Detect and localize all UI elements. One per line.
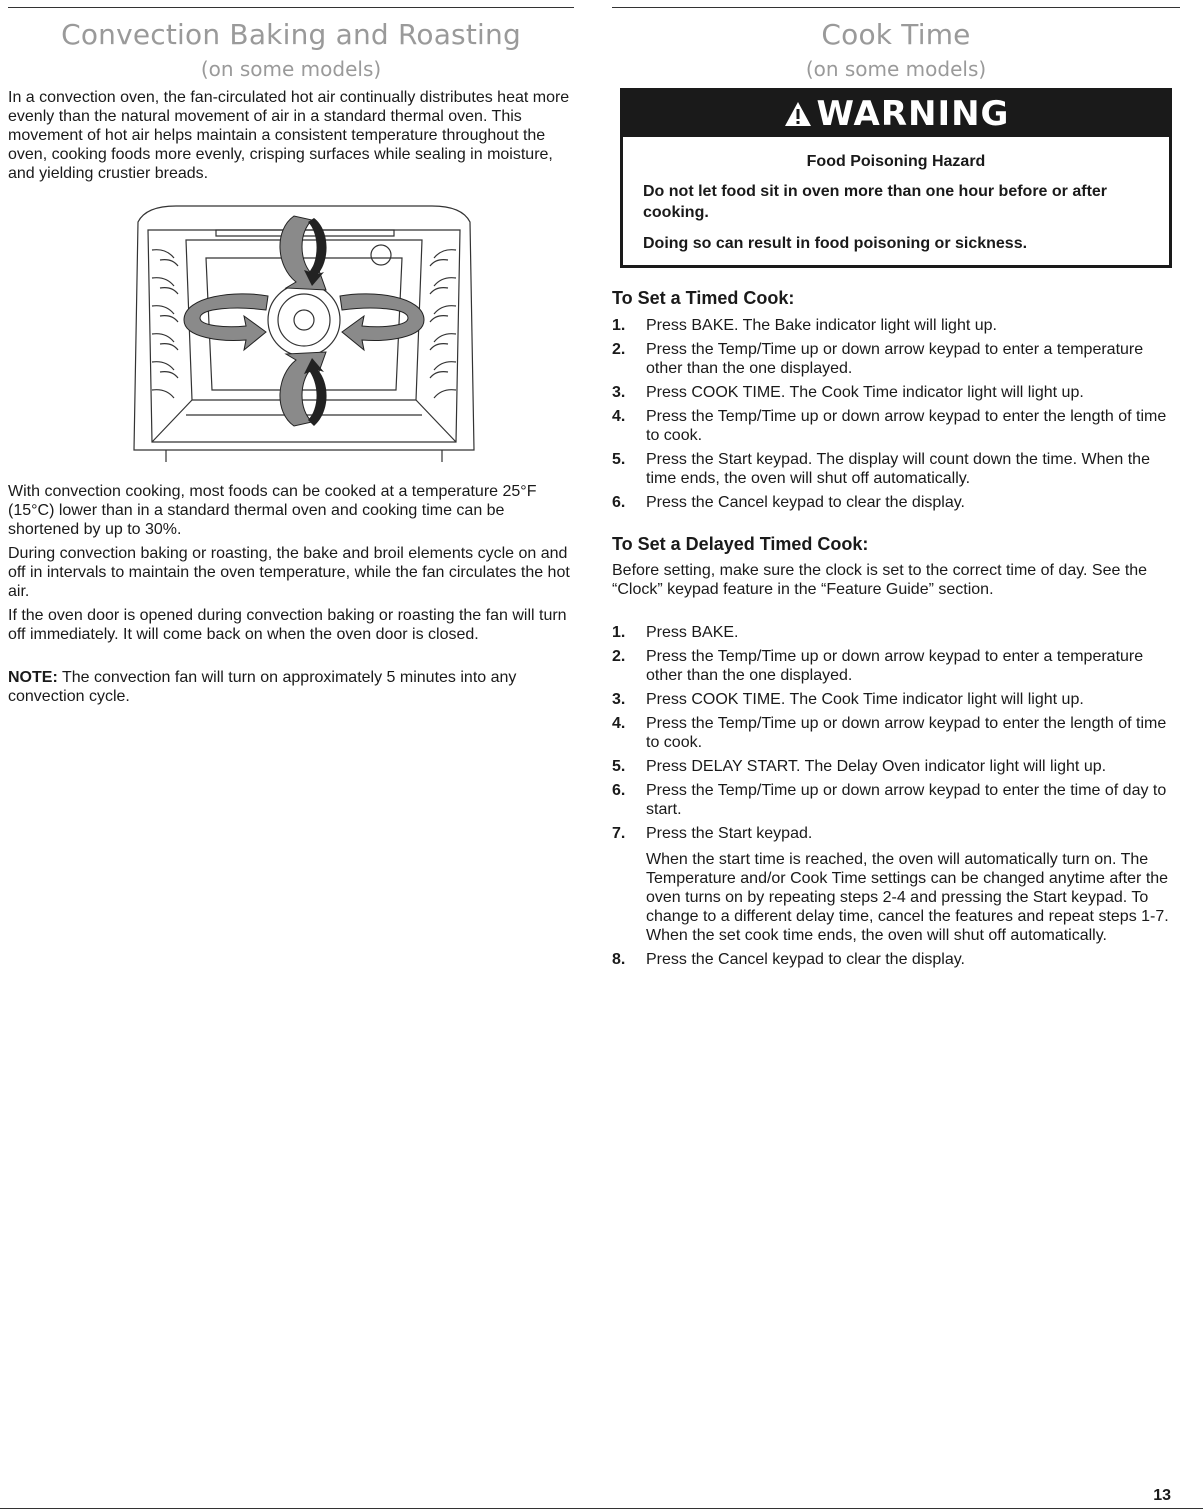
convection-paragraph-1: With convection cooking, most foods can be cooked at a temperature 25°F (15°C) lower than in a standard thermal oven and cooking time can be shortened by up to 30%. <box>8 483 537 538</box>
step-item <box>612 493 1180 512</box>
step-number: 5. <box>612 451 626 468</box>
delayed-cook-steps <box>612 623 1180 974</box>
step-text: Press the Cancel keypad to clear the display. <box>646 951 965 968</box>
warning-header <box>623 91 1169 137</box>
step-text: Press the Temp/Time up or down arrow keypad to enter the length of time to cook. <box>646 715 1167 751</box>
convection-paragraph-2: During convection baking or roasting, the bake and broil elements cycle on and off in intervals to maintain the oven temperature, while the fan circulates the hot air. <box>8 545 570 600</box>
step-number: 6. <box>612 494 626 511</box>
note-text: The convection fan will turn on approximately 5 minutes into any convection cycle. <box>8 669 517 705</box>
step-text: Press the Temp/Time up or down arrow keypad to enter the time of day to start. <box>646 782 1167 818</box>
step-number: 3. <box>612 691 626 708</box>
step-number: 5. <box>612 758 626 775</box>
step-number: 3. <box>612 384 626 401</box>
step-text: Press the Temp/Time up or down arrow keypad to enter a temperature other than the one displayed. <box>646 341 1144 377</box>
timed-cook-steps <box>612 316 1180 517</box>
section-title: Cook Time <box>821 18 971 51</box>
step-item <box>612 647 1180 685</box>
page-number: 13 <box>1153 1487 1171 1504</box>
note-label: NOTE: <box>8 669 58 686</box>
convection-paragraph-3: If the oven door is opened during convection baking or roasting the fan will turn off immediately. It will come back on when the oven door is closed. <box>8 607 567 643</box>
step-item <box>612 407 1180 445</box>
step-text: Press the Temp/Time up or down arrow keypad to enter a temperature other than the one displayed. <box>646 648 1144 684</box>
step-number: 4. <box>612 715 626 732</box>
step-number: 2. <box>612 341 626 358</box>
step-item <box>612 623 1180 642</box>
step-item <box>612 824 1180 945</box>
convection-oven-diagram <box>126 200 482 462</box>
note-paragraph <box>8 668 574 706</box>
step-text: Press the Start keypad. The display will count down the time. When the time ends, the oven will shut off automatically. <box>646 451 1150 487</box>
warning-hazard: Food Poisoning Hazard <box>806 153 986 170</box>
left-top-rule <box>8 7 574 8</box>
step-text: Press the Temp/Time up or down arrow keypad to enter the length of time to cook. <box>646 408 1167 444</box>
step-item <box>612 781 1180 819</box>
step-text: Press BAKE. <box>646 624 739 641</box>
step-text: Press BAKE. The Bake indicator light will light up. <box>646 317 997 334</box>
step-text: Press the Cancel keypad to clear the display. <box>646 494 965 511</box>
step-number: 1. <box>612 317 626 334</box>
step-text: Press the Start keypad. <box>646 825 813 842</box>
warning-line-2: Doing so can result in food poisoning or sickness. <box>643 235 1028 252</box>
section-title: Convection Baking and Roasting <box>61 18 521 51</box>
step-number: 6. <box>612 782 626 799</box>
step-item <box>612 757 1180 776</box>
step-number: 2. <box>612 648 626 665</box>
section-subtitle: (on some models) <box>200 57 382 81</box>
bottom-rule <box>0 1508 1203 1509</box>
warning-triangle-icon <box>783 100 813 128</box>
right-top-rule <box>612 7 1180 8</box>
section-subtitle: (on some models) <box>805 57 987 81</box>
step-item <box>612 690 1180 709</box>
step-text: Press COOK TIME. The Cook Time indicator light will light up. <box>646 384 1084 401</box>
step-followup-text: When the start time is reached, the oven will automatically turn on. The Temperature and/or Cook Time settings can be changed anytime after the oven turns on by repeating steps 2-4 and pressing the Start keypad. To change to a different delay time, cancel the features and repeat steps 1-7. When the set cook time ends, the oven will shut off automatically. <box>646 851 1169 944</box>
intro-paragraph: In a convection oven, the fan-circulated hot air continually distributes heat more evenly than the natural movement of air in a standard thermal oven. This movement of hot air helps maintain a consistent temperature throughout the oven, cooking foods more evenly, crisping surfaces while sealing in moisture, and yielding crustier breads. <box>8 89 570 182</box>
step-number: 8. <box>612 951 626 968</box>
delayed-cook-heading: To Set a Delayed Timed Cook: <box>612 534 869 554</box>
delayed-intro: Before setting, make sure the clock is set to the correct time of day. See the “Clock” keypad feature in the “Feature Guide” section. <box>612 562 1148 598</box>
step-number: 4. <box>612 408 626 425</box>
step-number: 7. <box>612 825 626 842</box>
step-item <box>612 950 1180 969</box>
step-number: 1. <box>612 624 626 641</box>
step-item <box>612 316 1180 335</box>
warning-box <box>620 88 1172 268</box>
timed-cook-heading: To Set a Timed Cook: <box>612 288 795 308</box>
step-item <box>612 383 1180 402</box>
step-item <box>612 340 1180 378</box>
step-item <box>612 450 1180 488</box>
step-text: Press DELAY START. The Delay Oven indicator light will light up. <box>646 758 1107 775</box>
step-text: Press COOK TIME. The Cook Time indicator light will light up. <box>646 691 1084 708</box>
step-item <box>612 714 1180 752</box>
warning-line-1: Do not let food sit in oven more than one hour before or after cooking. <box>643 183 1108 221</box>
warning-label: WARNING <box>816 94 1010 134</box>
